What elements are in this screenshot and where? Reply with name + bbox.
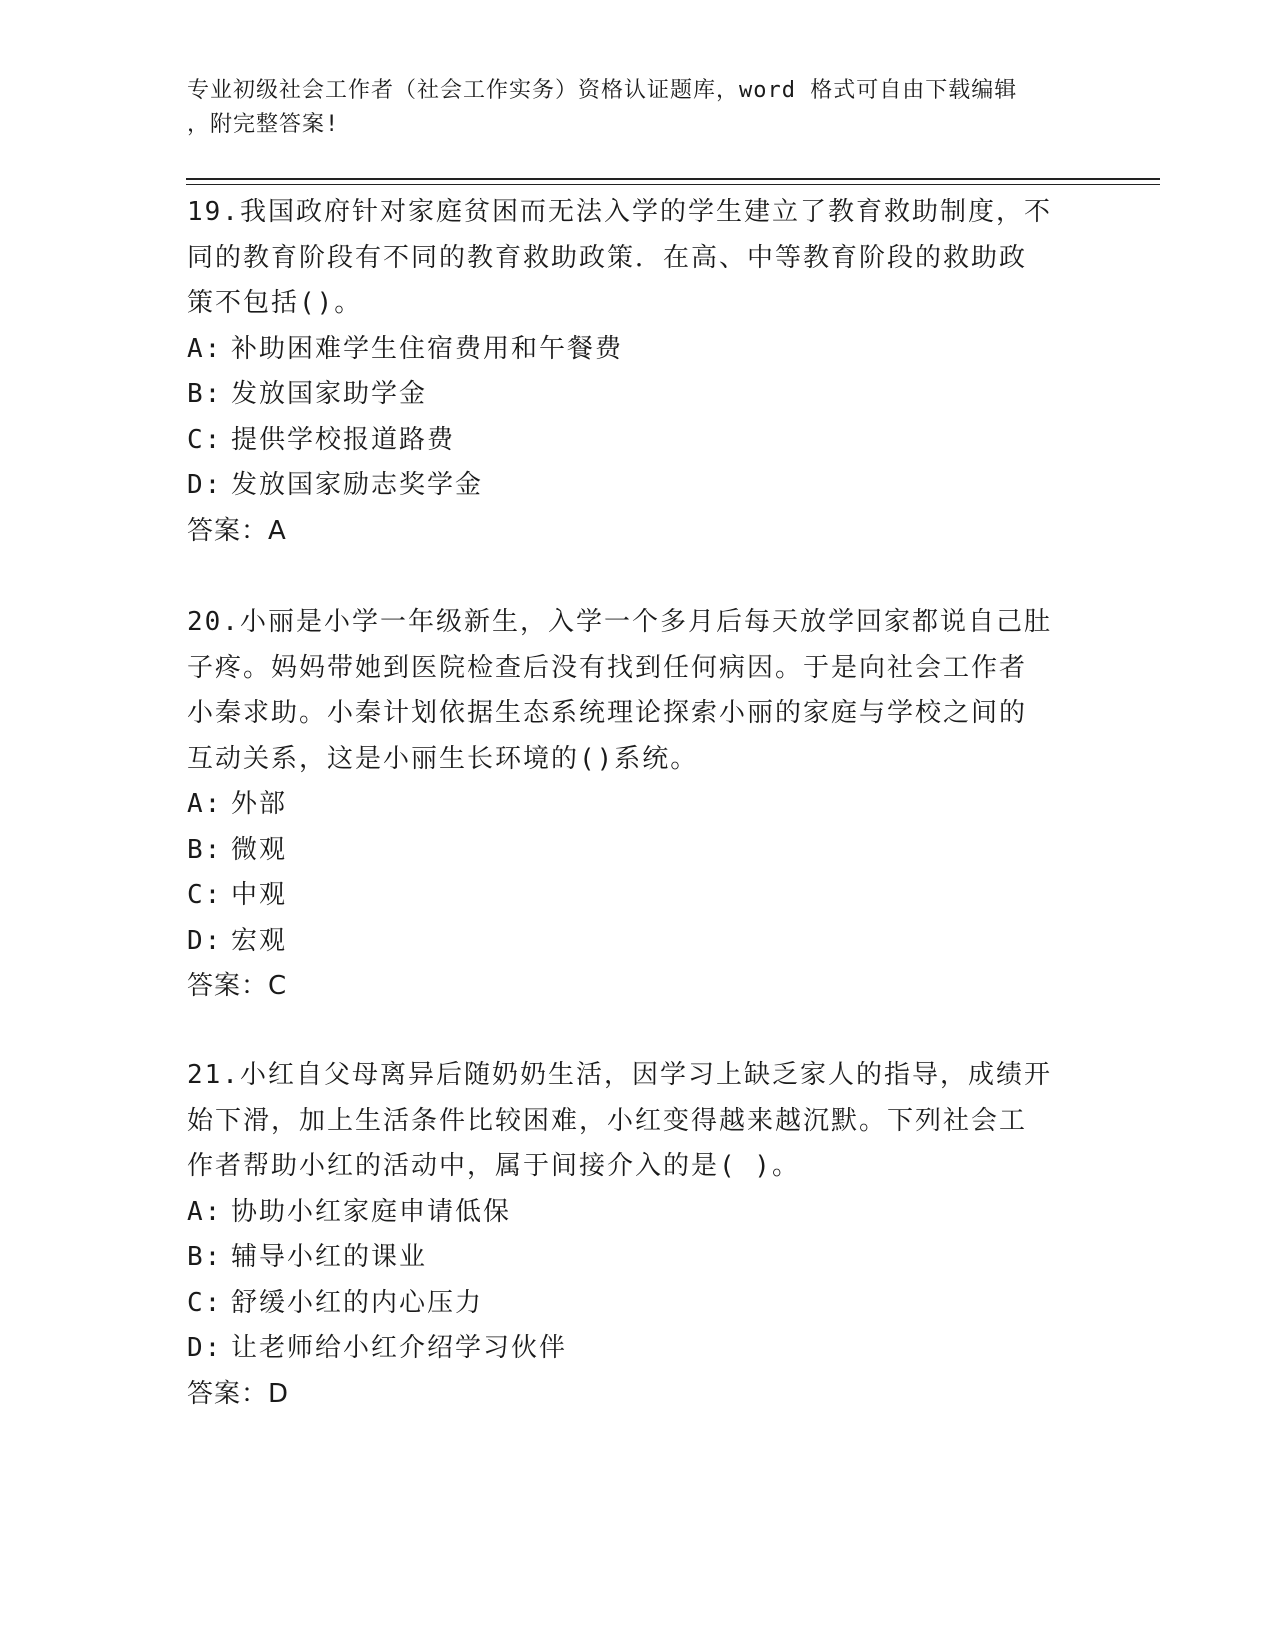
option-key: C: bbox=[187, 1287, 223, 1318]
question-stem-line: 互动关系，这是小丽生长环境的()系统。 bbox=[187, 743, 699, 774]
document-header bbox=[187, 74, 1087, 142]
header-divider-thick bbox=[186, 178, 1160, 180]
question-21 bbox=[187, 1053, 1087, 1417]
option-text: 让老师给小红介绍学习伙伴 bbox=[231, 1333, 568, 1363]
option-text: 补助困难学生住宿费用和午餐费 bbox=[231, 333, 624, 364]
option-key: B: bbox=[187, 834, 223, 865]
question-stem-line: 作者帮助小红的活动中，属于间接介入的是( )。 bbox=[187, 1151, 800, 1181]
option-d bbox=[187, 919, 1087, 965]
option-d bbox=[187, 1326, 1087, 1372]
option-key: A: bbox=[187, 789, 223, 819]
option-key: C: bbox=[187, 880, 223, 910]
question-stem-line: 始下滑，加上生活条件比较困难，小红变得越来越沉默。下列社会工 bbox=[187, 1105, 1028, 1136]
option-text: 辅导小红的课业 bbox=[231, 1242, 428, 1272]
question-stem-line: 策不包括()。 bbox=[187, 288, 363, 318]
option-b bbox=[187, 1235, 1087, 1281]
answer-line: 答案：A bbox=[187, 515, 287, 546]
option-text: 发放国家励志奖学金 bbox=[231, 470, 484, 500]
option-a bbox=[187, 782, 1087, 828]
question-19 bbox=[187, 190, 1087, 554]
option-key: A: bbox=[187, 1196, 223, 1227]
option-key: D: bbox=[187, 470, 223, 500]
question-stem-line: 19.我国政府针对家庭贫困而无法入学的学生建立了教育救助制度，不 bbox=[187, 197, 1052, 227]
header-line-2: ，附完整答案! bbox=[187, 112, 340, 137]
option-b bbox=[187, 372, 1087, 418]
question-stem-line: 同的教育阶段有不同的教育救助政策．在高、中等教育阶段的救助政 bbox=[187, 242, 1028, 273]
answer-line: 答案：D bbox=[187, 1378, 290, 1409]
option-text: 舒缓小红的内心压力 bbox=[231, 1287, 484, 1318]
question-stem-line: 子疼。妈妈带她到医院检查后没有找到任何病因。于是向社会工作者 bbox=[187, 652, 1028, 683]
option-c bbox=[187, 1281, 1087, 1327]
option-text: 提供学校报道路费 bbox=[231, 424, 456, 455]
option-key: C: bbox=[187, 424, 223, 455]
option-text: 微观 bbox=[231, 834, 288, 865]
option-c bbox=[187, 873, 1087, 919]
option-b bbox=[187, 828, 1087, 874]
option-text: 宏观 bbox=[231, 925, 288, 956]
option-d bbox=[187, 463, 1087, 509]
header-divider-thin bbox=[186, 184, 1160, 185]
option-key: D: bbox=[187, 925, 223, 956]
question-20 bbox=[187, 600, 1087, 1010]
option-text: 中观 bbox=[231, 880, 288, 910]
question-stem-line: 小秦求助。小秦计划依据生态系统理论探索小丽的家庭与学校之间的 bbox=[187, 698, 1028, 728]
option-key: A: bbox=[187, 333, 223, 364]
option-a bbox=[187, 327, 1087, 373]
option-key: D: bbox=[187, 1333, 223, 1363]
question-stem-line: 20.小丽是小学一年级新生，入学一个多月后每天放学回家都说自己肚 bbox=[187, 607, 1052, 637]
option-key: B: bbox=[187, 379, 223, 409]
option-text: 发放国家助学金 bbox=[231, 379, 428, 409]
option-text: 协助小红家庭申请低保 bbox=[231, 1196, 512, 1227]
header-line-1: 专业初级社会工作者（社会工作实务）资格认证题库，word 格式可自由下载编辑 bbox=[187, 78, 1018, 103]
answer-line: 答案：C bbox=[187, 971, 288, 1001]
option-a bbox=[187, 1190, 1087, 1236]
option-text: 外部 bbox=[231, 789, 288, 819]
option-c bbox=[187, 418, 1087, 464]
question-stem-line: 21.小红自父母离异后随奶奶生活，因学习上缺乏家人的指导，成绩开 bbox=[187, 1060, 1052, 1090]
option-key: B: bbox=[187, 1242, 223, 1272]
